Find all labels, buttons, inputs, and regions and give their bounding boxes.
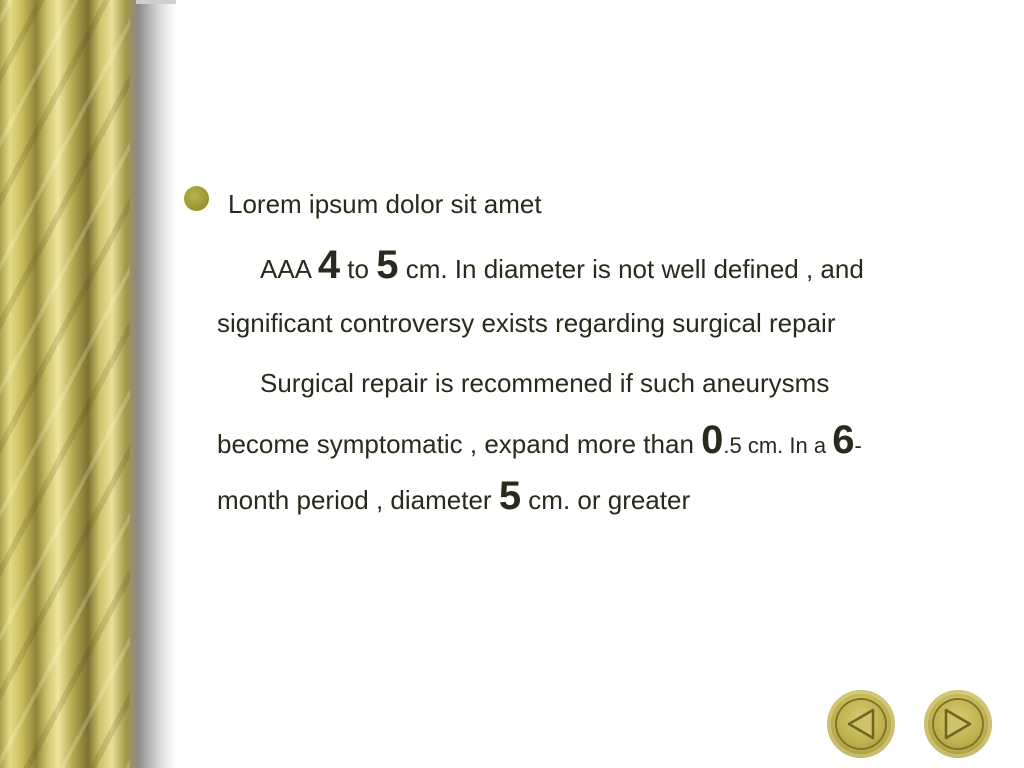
previous-slide-button[interactable] <box>827 690 895 758</box>
emphasis-number: 6 <box>832 418 855 462</box>
triangle-left-icon <box>839 702 883 746</box>
bullet-dot-icon <box>184 186 209 211</box>
text-run: cm. In diameter is not well defined , and <box>398 254 864 284</box>
paragraph-line: significant controversy exists regarding surgical repair <box>217 308 836 338</box>
emphasis-number: 4 <box>317 243 341 287</box>
decorative-pillar <box>0 0 176 768</box>
emphasis-number: 5 <box>376 243 399 287</box>
pillar-cap <box>136 0 176 4</box>
paragraph-line <box>217 468 1007 524</box>
text-run: to <box>340 254 377 284</box>
paragraph-line <box>217 234 1007 296</box>
text-run: .5 cm. In a <box>723 433 833 458</box>
text-run: - <box>854 433 862 458</box>
bullet-item <box>184 178 1004 234</box>
bullet-text: Lorem ipsum dolor sit amet <box>228 189 542 219</box>
paragraph-line: Surgical repair is recommened if such aneurysms <box>260 368 830 398</box>
paragraph-diameter <box>184 234 1007 350</box>
next-slide-button[interactable] <box>924 690 992 758</box>
triangle-right-icon <box>936 702 980 746</box>
text-run: become symptomatic , expand more than <box>217 429 702 459</box>
paragraph-repair <box>184 354 1007 524</box>
text-run: month period , diameter <box>217 485 499 515</box>
text-run: AAA <box>260 254 318 284</box>
emphasis-number: 0 <box>701 418 724 462</box>
paragraph-line <box>217 412 1007 468</box>
slide-content <box>184 178 1004 524</box>
emphasis-number: 5 <box>498 474 522 518</box>
text-run: cm. or greater <box>521 485 691 515</box>
